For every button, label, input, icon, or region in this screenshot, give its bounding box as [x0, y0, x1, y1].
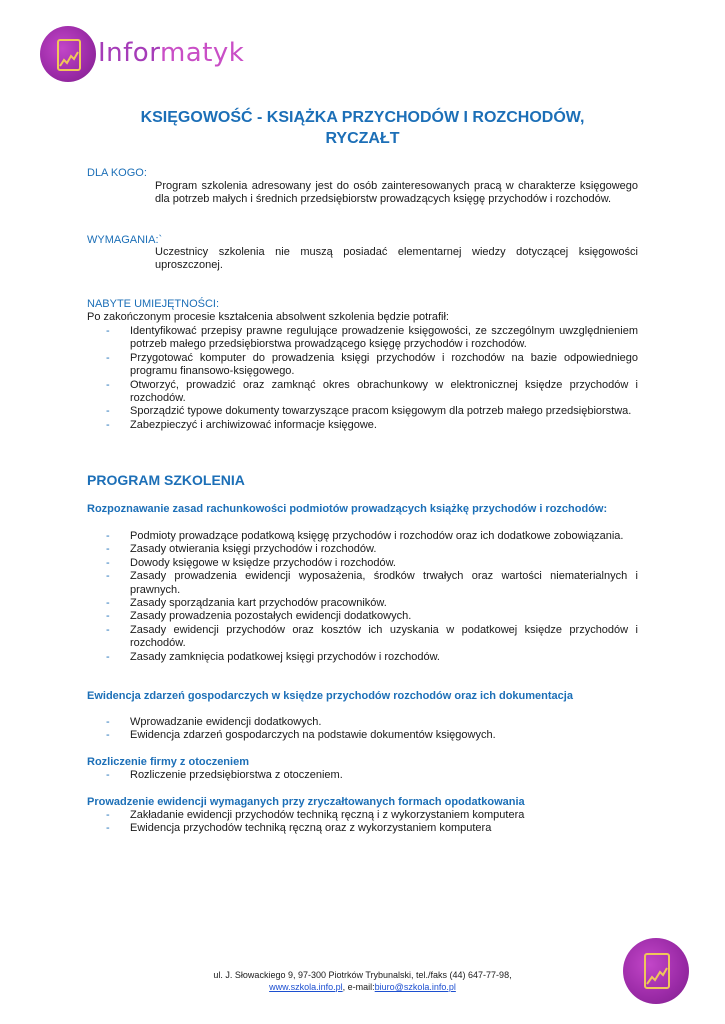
dla-kogo-label: DLA KOGO:	[87, 167, 147, 179]
list-item: - Identyfikować przepisy prawne regulujące prowadzenie księgowości, ze szczególnym uwzględnieniem potrzeb małego przedsiębiorstwa prowadzącego księgę przychodów i rozchodów.	[106, 325, 638, 351]
list-item: - Ewidencja przychodów techniką ręczną oraz z wykorzystaniem komputera	[106, 822, 492, 835]
title-line-1: KSIĘGOWOŚĆ - KSIĄŻKA PRZYCHODÓW I ROZCHODÓW,	[140, 109, 585, 126]
footer	[180, 969, 545, 993]
section-title: Prowadzenie ewidencji wymaganych przy zryczałtowanych formach opodatkowania	[87, 796, 525, 808]
website-link[interactable]: www.szkola.info.pl	[269, 982, 343, 992]
list-item: - Przygotować komputer do prowadzenia księgi przychodów i rozchodów na bazie odpowiedniego programu finansowo-księgowego.	[106, 351, 638, 378]
footer-contact	[180, 981, 545, 993]
section-list	[87, 809, 638, 836]
list-item: - Podmioty prowadzące podatkową księgę przychodów i rozchodów oraz ich dodatkowe zobowiązania.	[106, 530, 624, 542]
list-item: - Ewidencja zdarzeń gospodarczych na podstawie dokumentów księgowych.	[106, 729, 496, 742]
logo-emblem-icon	[40, 26, 96, 82]
section-list	[87, 716, 638, 743]
list-item: - Zasady otwierania księgi przychodów i rozchodów.	[106, 543, 377, 556]
wymagania-text: Uczestnicy szkolenia nie muszą posiadać elementarnej wiedzy dotyczącej księgowości uproszczonej.	[155, 246, 638, 272]
section-list	[87, 530, 638, 664]
nabyte-list	[87, 325, 638, 432]
nabyte-intro: Po zakończonym procesie kształcenia absolwent szkolenia będzie potrafił:	[87, 311, 449, 323]
page-title	[60, 107, 665, 149]
section-title: Ewidencja zdarzeń gospodarczych w księdze przychodów rozchodów oraz ich dokumentacja	[87, 690, 573, 702]
list-item: - Otworzyć, prowadzić oraz zamknąć okres obrachunkowy w elektronicznej księdze przychodów i rozchodów.	[106, 378, 638, 405]
list-item: - Zasady ewidencji przychodów oraz kosztów ich uzyskania w podatkowej księdze przychodów i rozchodów.	[106, 623, 638, 650]
list-item: - Wprowadzanie ewidencji dodatkowych.	[106, 716, 322, 728]
list-item: - Zasady prowadzenia pozostałych ewidencji dodatkowych.	[106, 610, 412, 623]
corner-emblem-icon	[623, 938, 689, 1004]
list-item: - Zakładanie ewidencji przychodów techniką ręczną i z wykorzystaniem komputera	[106, 809, 525, 821]
footer-address: ul. J. Słowackiego 9, 97-300 Piotrków Trybunalski, tel./faks (44) 647-77-98,	[213, 970, 512, 980]
section-title: Rozliczenie firmy z otoczeniem	[87, 756, 249, 768]
section-list	[87, 769, 638, 782]
list-item: - Sporządzić typowe dokumenty towarzyszące pracom księgowym dla potrzeb małego przedsiębiorstwa.	[106, 405, 632, 418]
list-item: - Zasady zamknięcia podatkowej księgi przychodów i rozchodów.	[106, 650, 440, 663]
nabyte-label: NABYTE UMIEJĘTNOŚCI:	[87, 298, 220, 310]
wymagania-label: WYMAGANIA:`	[87, 234, 163, 246]
list-item: - Zasady sporządzania kart przychodów pracowników.	[106, 597, 387, 610]
list-item: - Zasady prowadzenia ewidencji wyposażenia, środków trwałych oraz wartości niematerialnych i prawnych.	[106, 570, 638, 596]
dla-kogo-text: Program szkolenia adresowany jest do osób zainteresowanych pracą w charakterze księgowego dla potrzeb małych i średnich przedsiębiorstw prowadzących księgę przychodów i rozchodów.	[155, 180, 638, 206]
list-item: - Dowody księgowe w księdze przychodów i rozchodów.	[106, 556, 396, 569]
title-line-2: RYCZAŁT	[325, 130, 400, 147]
list-item: - Rozliczenie przedsiębiorstwa z otoczeniem.	[106, 769, 343, 781]
email-label: , e-mail:	[342, 982, 375, 992]
logo-text: Informatyk	[98, 38, 245, 68]
email-link[interactable]: biuro@szkola.info.pl	[374, 982, 456, 992]
section-title: Rozpoznawanie zasad rachunkowości podmiotów prowadzących książkę przychodów i rozchodów:	[87, 503, 608, 515]
list-item: - Zabezpieczyć i archiwizować informacje księgowe.	[106, 418, 377, 431]
logo	[40, 26, 245, 82]
program-heading: PROGRAM SZKOLENIA	[87, 472, 245, 488]
